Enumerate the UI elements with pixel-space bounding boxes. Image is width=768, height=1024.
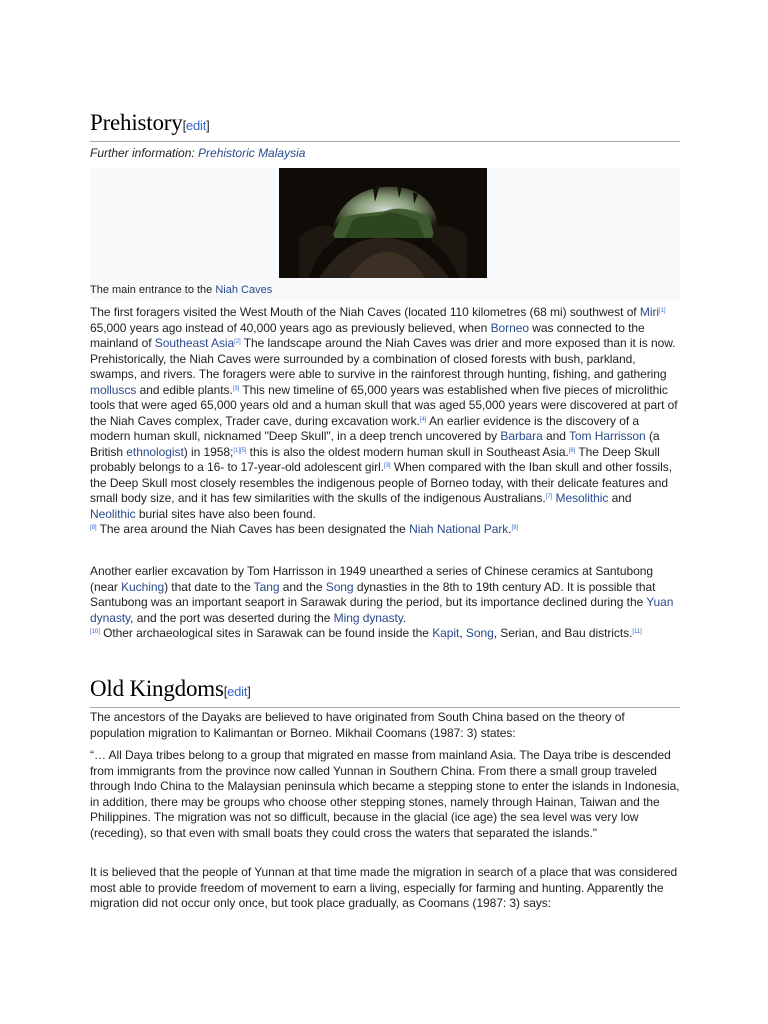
link-mesolithic[interactable]: Mesolithic bbox=[555, 491, 609, 505]
link-niah-caves[interactable]: Niah Caves bbox=[215, 284, 273, 296]
link-yuan-dynasty[interactable]: Yuan dynasty bbox=[90, 595, 674, 625]
edit-section-old-kingdoms: [edit] bbox=[223, 684, 251, 699]
niah-cave-image[interactable] bbox=[279, 168, 487, 278]
ref-8[interactable]: [8] bbox=[90, 525, 97, 531]
ref-11[interactable]: [11] bbox=[632, 629, 642, 635]
ref-3b[interactable]: [3] bbox=[384, 463, 391, 469]
link-miri[interactable]: Miri bbox=[639, 305, 660, 319]
paragraph-santubong: Another earlier excavation by Tom Harrisson in 1949 unearthed a series of Chinese ceramics at Santubong (near Kuching) that date to the Tang and the Song dynasties in the 8th to 19th century AD. It is possible that Santubong was an important seaport in Sarawak during the period, but its importance declined during the Yuan dynasty, and the port was deserted during the Ming dynasty. [10] Other archaeological sites in Sarawak can be found inside the Kapit, Song, Serian, and Bau districts.[11] bbox=[90, 564, 674, 640]
link-molluscs[interactable]: molluscs bbox=[90, 382, 137, 397]
ref-2[interactable]: [2] bbox=[234, 339, 241, 345]
paragraph-niah-foragers: The first foragers visited the West Mouth of the Niah Caves (located 110 kilometres (68 mi) southwest of Miri[1] 65,000 years ago instead of 40,000 years ago as previously believed, when Borneo was connected to the mainland of Southeast Asia[2] The landscape around the Niah Caves was drier and more exposed than it is now. Prehistorically, the Niah Caves were surrounded by a combination of closed forests with bush, parkland, swamps, and rivers. The foragers were able to survive in the rainforest through hunting, fishing, and gathering molluscs and edible plants.[3] This new timeline of 65,000 years was established when five pieces of microlithic tools that were aged 65,000 years old and a human skull that was aged 55,000 years were discovered at part of the Niah Caves complex, Trader cave, during excavation work.[4] An earlier evidence is the discovery of a modern human skull, nicknamed "Deep Skull", in a deep trench uncovered by Barbara and Tom Harrisson (a British ethnologist) in 1958;[1][5] this is also the oldest modern human skull in Southeast Asia.[6] The Deep Skull probably belongs to a 16- to 17-year-old adolescent girl.[3] When compared with the Iban skull and other fossils, the Deep Skull most closely resembles the indigenous people of Borneo today, with their delicate features and small body size, and it has few similarities with the skulls of the indigenous Australians.[7] Mesolithic and Neolithic burial sites have also been found. [8] The area around the Niah Caves has been designated the Niah National Park.[9] bbox=[90, 305, 678, 536]
heading-old-kingdoms bbox=[90, 676, 680, 708]
link-song[interactable]: Song bbox=[325, 579, 354, 594]
edit-link-old-kingdoms[interactable]: edit bbox=[227, 684, 248, 699]
heading-prehistory bbox=[90, 110, 680, 142]
link-tang[interactable]: Tang bbox=[253, 579, 280, 594]
ref-1[interactable]: [1] bbox=[659, 308, 666, 314]
link-prehistoric-malaysia[interactable]: Prehistoric Malaysia bbox=[198, 146, 306, 160]
ref-7[interactable]: [7] bbox=[545, 494, 553, 500]
paragraph-yunnan-migration: It is believed that the people of Yunnan at that time made the migration in search of a place that was considered most able to provide freedom of movement to earn a living, especially for farming and hunting. Apparently the migration did not occur only once, but took place gradually, as Coomans (1987: 3) says: bbox=[90, 865, 678, 910]
ref-3[interactable]: [3] bbox=[232, 385, 240, 392]
link-borneo[interactable]: Borneo bbox=[490, 320, 529, 335]
link-niah-national-park[interactable]: Niah National Park bbox=[409, 522, 509, 536]
link-kuching[interactable]: Kuching bbox=[121, 579, 165, 594]
heading-old-kingdoms-text: Old Kingdoms bbox=[90, 676, 224, 701]
ref-4[interactable]: [4] bbox=[419, 416, 427, 423]
section-old-kingdoms bbox=[90, 676, 680, 708]
link-neolithic[interactable]: Neolithic bbox=[90, 506, 136, 521]
link-kapit[interactable]: Kapit bbox=[432, 626, 460, 640]
link-tom-harrisson[interactable]: Tom Harrisson bbox=[568, 429, 646, 443]
paragraph-dayak-ancestors: The ancestors of the Dayaks are believed to have originated from South China based on the theory of population migration to Kalimantan or Borneo. Mikhail Coomans (1987: 3) states: bbox=[90, 710, 625, 740]
edit-link-prehistory[interactable]: edit bbox=[185, 118, 207, 133]
link-ming-dynasty[interactable]: Ming dynasty bbox=[333, 610, 403, 625]
ref-1-5[interactable]: [1][5] bbox=[233, 447, 247, 454]
figure-caption: The main entrance to the Niah Caves bbox=[90, 284, 273, 296]
link-song-district[interactable]: Song bbox=[465, 626, 494, 640]
further-information-note: Further information: Prehistoric Malaysia bbox=[90, 146, 306, 160]
link-southeast-asia[interactable]: Southeast Asia bbox=[154, 336, 235, 350]
figure-niah-caves bbox=[90, 168, 680, 300]
heading-prehistory-text: Prehistory bbox=[90, 110, 183, 135]
section-prehistory bbox=[90, 110, 680, 300]
paragraph-coomans-quote: “… All Daya tribes belong to a group that migrated en masse from mainland Asia. The Daya tribe is descended from immigrants from the province now called Yunnan in Southern China. From there a small group traveled through Indo China to the Malaysian peninsula which became a stepping stone to enter the islands in Indonesia, in addition, there may be groups who choose other stepping stones, namely through Hainan, Taiwan and the Philippines. The migration was not so difficult, because in the glacial (ice age) the sea level was very low (receding), so that even with small boats they could cross the waters that separated the islands." bbox=[90, 748, 680, 840]
link-ethnologist[interactable]: ethnologist bbox=[126, 444, 184, 459]
ref-9[interactable]: [9] bbox=[511, 525, 519, 531]
link-barbara[interactable]: Barbara bbox=[500, 429, 543, 443]
ref-10[interactable]: [10] bbox=[90, 629, 100, 635]
ref-6[interactable]: [6] bbox=[568, 447, 576, 454]
edit-section-prehistory: [edit] bbox=[182, 118, 210, 133]
